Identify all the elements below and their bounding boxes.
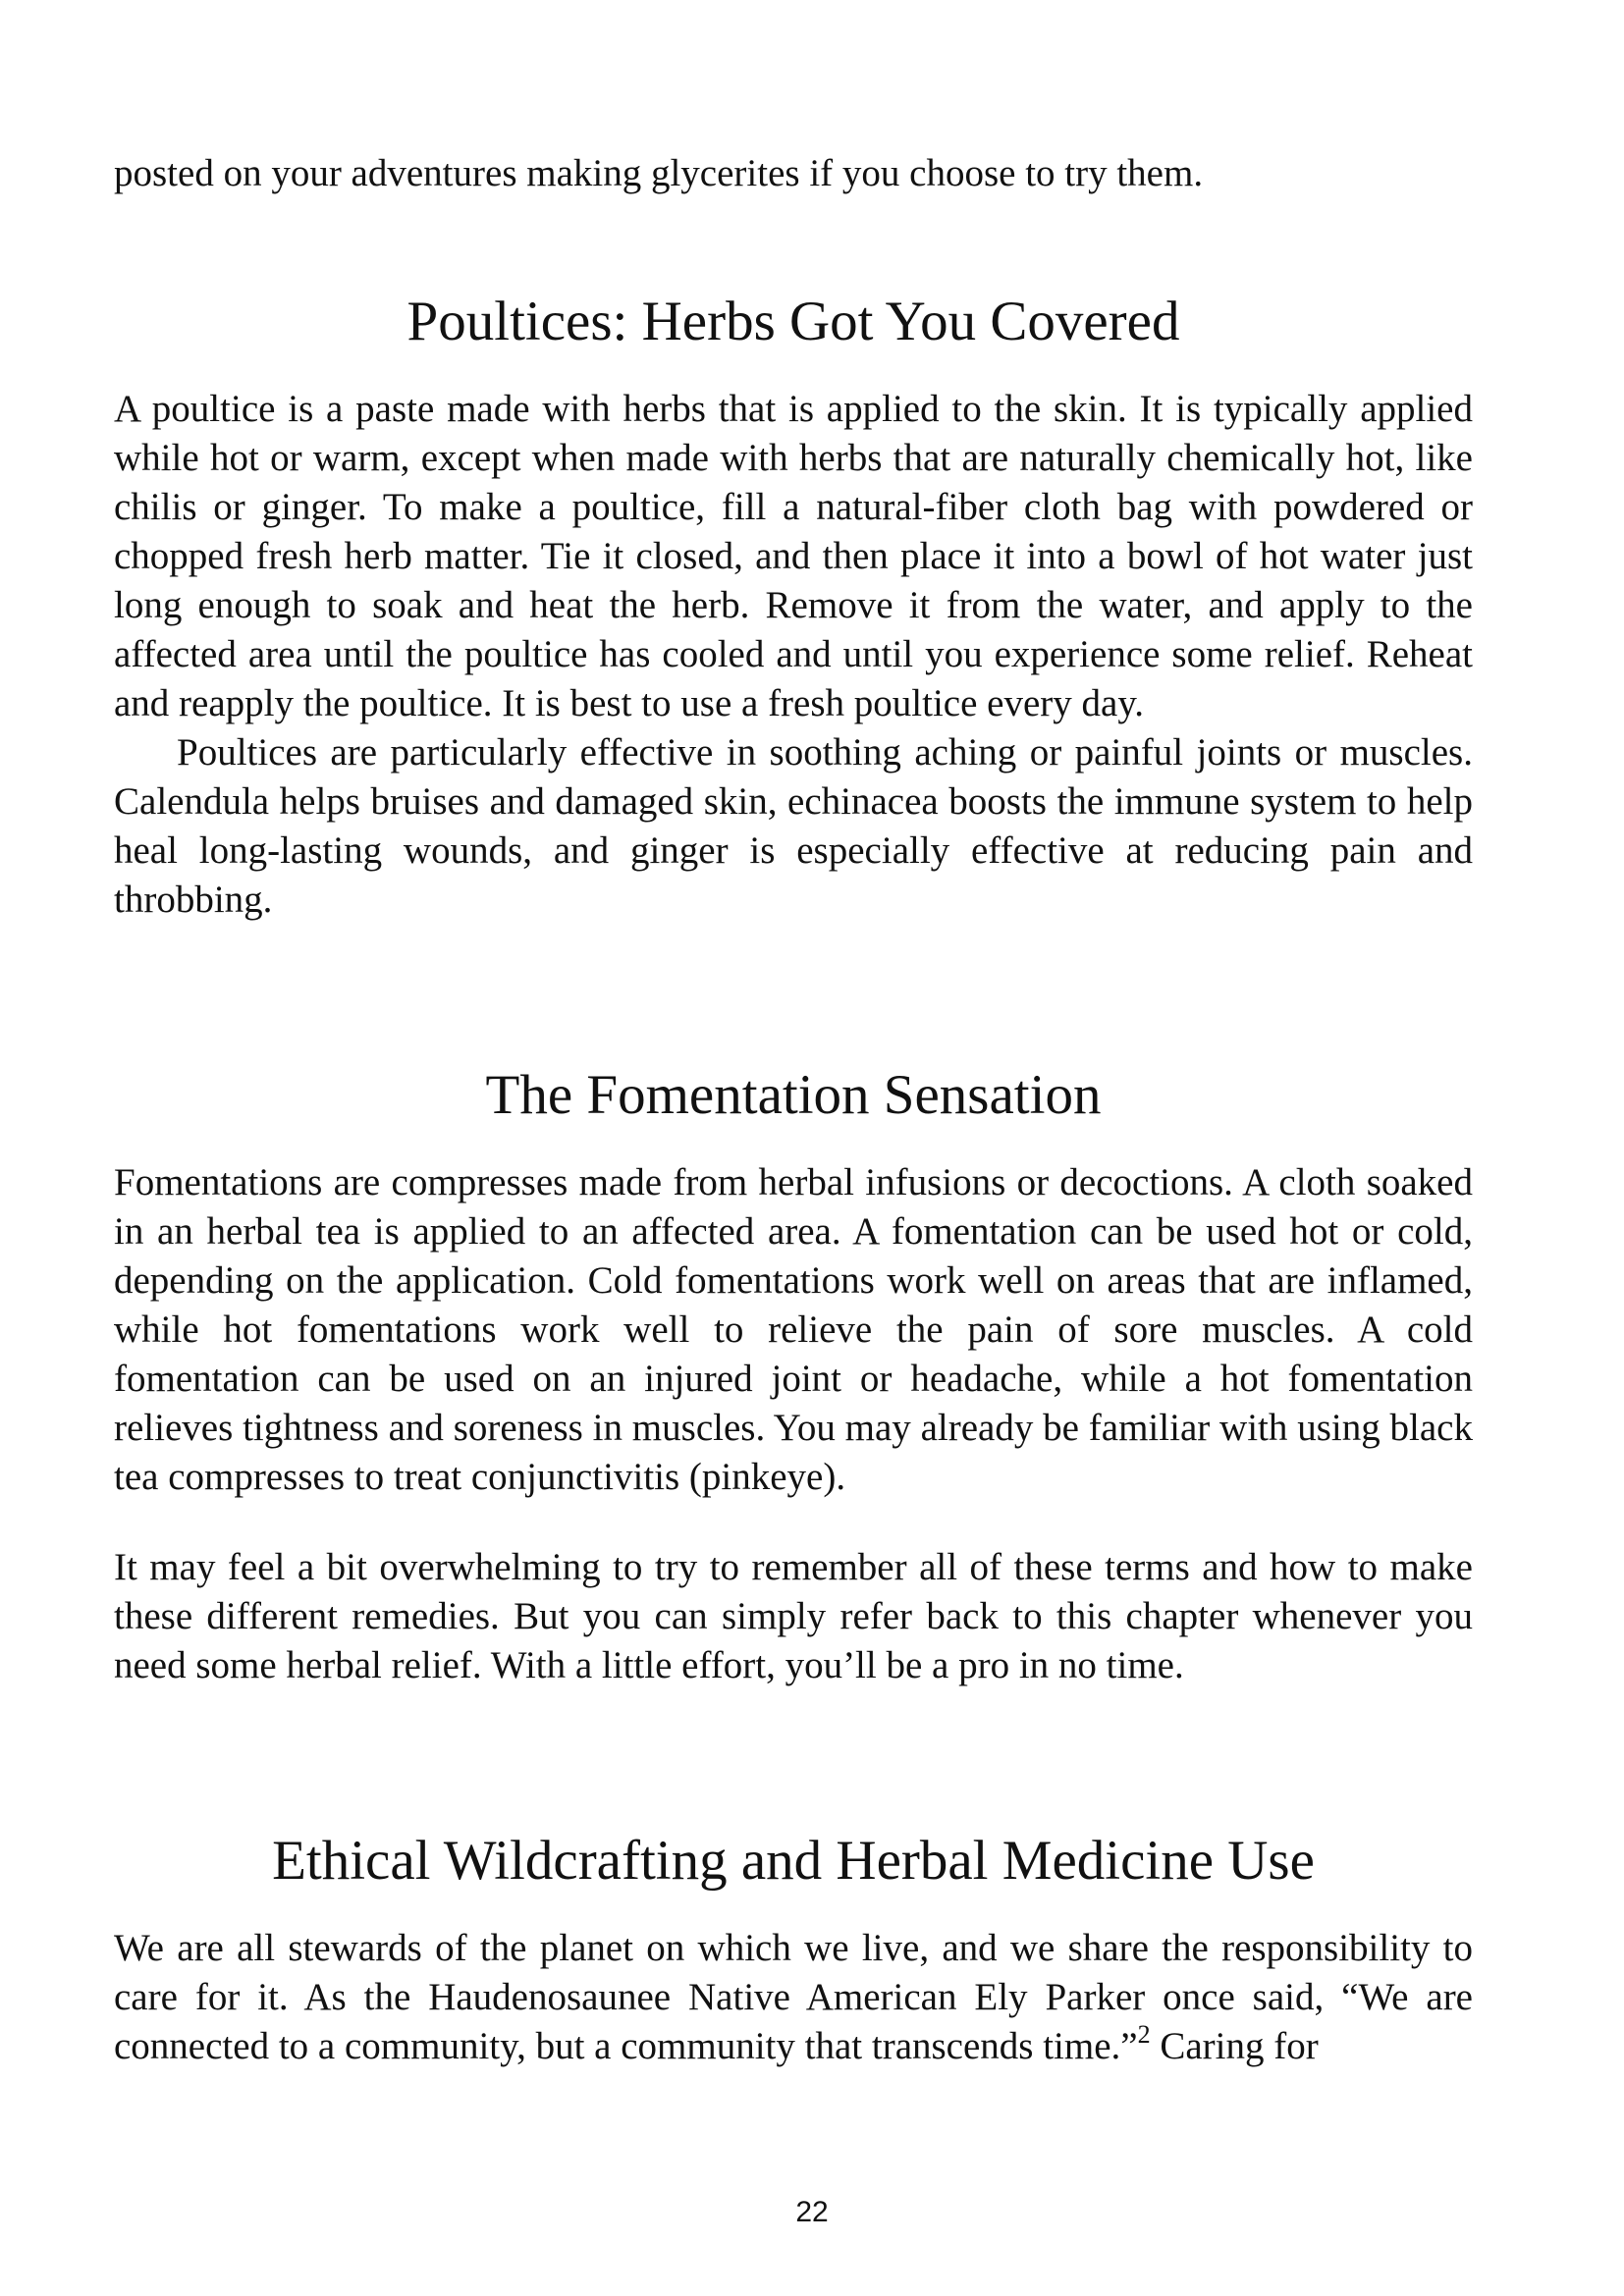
poultices-paragraph-2: Poultices are particularly effective in soothing aching or painful joints or muscles. Calendula helps bruises and damaged skin, echinacea boosts the immune system to help heal long-lasting wounds, and ginger is especially effective at reducing pain and throbbing. — [114, 731, 1473, 921]
fomentation-paragraph-1: Fomentations are compresses made from herbal infusions or decoctions. A cloth soaked in an herbal tea is applied to an affected area. A fomentation can be used hot or cold, depending on the application. Cold fomentations work well on areas that are inflamed, while hot fomentations work well to relieve the pain of sore muscles. A cold fomentation can be used on an injured joint or headache, while a hot fomentation relieves tightness and soreness in muscles. You may already be familiar with using black tea compresses to treat conjunctivitis (pinkeye). — [114, 1161, 1473, 1498]
section-heading-ethical: Ethical Wildcrafting and Herbal Medicine Use — [272, 1830, 1315, 1892]
fomentation-paragraph-2: It may feel a bit overwhelming to try to remember all of these terms and how to make these different remedies. But you can simply refer back to this chapter whenever you need some herbal relief. With a little effort, you’ll be a pro in no time. — [114, 1546, 1473, 1686]
page-number: 22 — [795, 2196, 829, 2228]
intro-paragraph: posted on your adventures making glycerites if you choose to try them. — [114, 152, 1204, 194]
section-heading-fomentation: The Fomentation Sensation — [485, 1064, 1102, 1126]
section-heading-poultices: Poultices: Herbs Got You Covered — [406, 291, 1180, 352]
section-ethical — [114, 1924, 1473, 2071]
section-fomentation-summary — [114, 1543, 1473, 1690]
footnote-reference[interactable]: 2 — [1137, 2020, 1151, 2049]
section-fomentation — [114, 1158, 1473, 1502]
poultices-paragraph-1: A poultice is a paste made with herbs that is applied to the skin. It is typically applied while hot or warm, except when made with herbs that are naturally chemically hot, like chilis or ginger. To make a poultice, fill a natural-fiber cloth bag with powdered or chopped fresh herb matter. Tie it closed, and then place it into a bowl of hot water just long enough to soak and heat the herb. Remove it from the water, and apply to the affected area until the poultice has cooled and until you experience some relief. Reheat and reapply the poultice. It is best to use a fresh poultice every day. — [114, 388, 1473, 724]
section-poultices — [114, 385, 1473, 925]
ethical-paragraph-1 — [114, 1924, 1473, 2071]
ethical-paragraph-continuation: Caring for — [1150, 2025, 1319, 2067]
ethical-paragraph-text: We are all stewards of the planet on which we live, and we share the responsibility to care for it. As the Haudenosaunee Native American Ely Parker once said, “We are connected to a community, but a community that transcends time.” — [114, 1927, 1473, 2067]
